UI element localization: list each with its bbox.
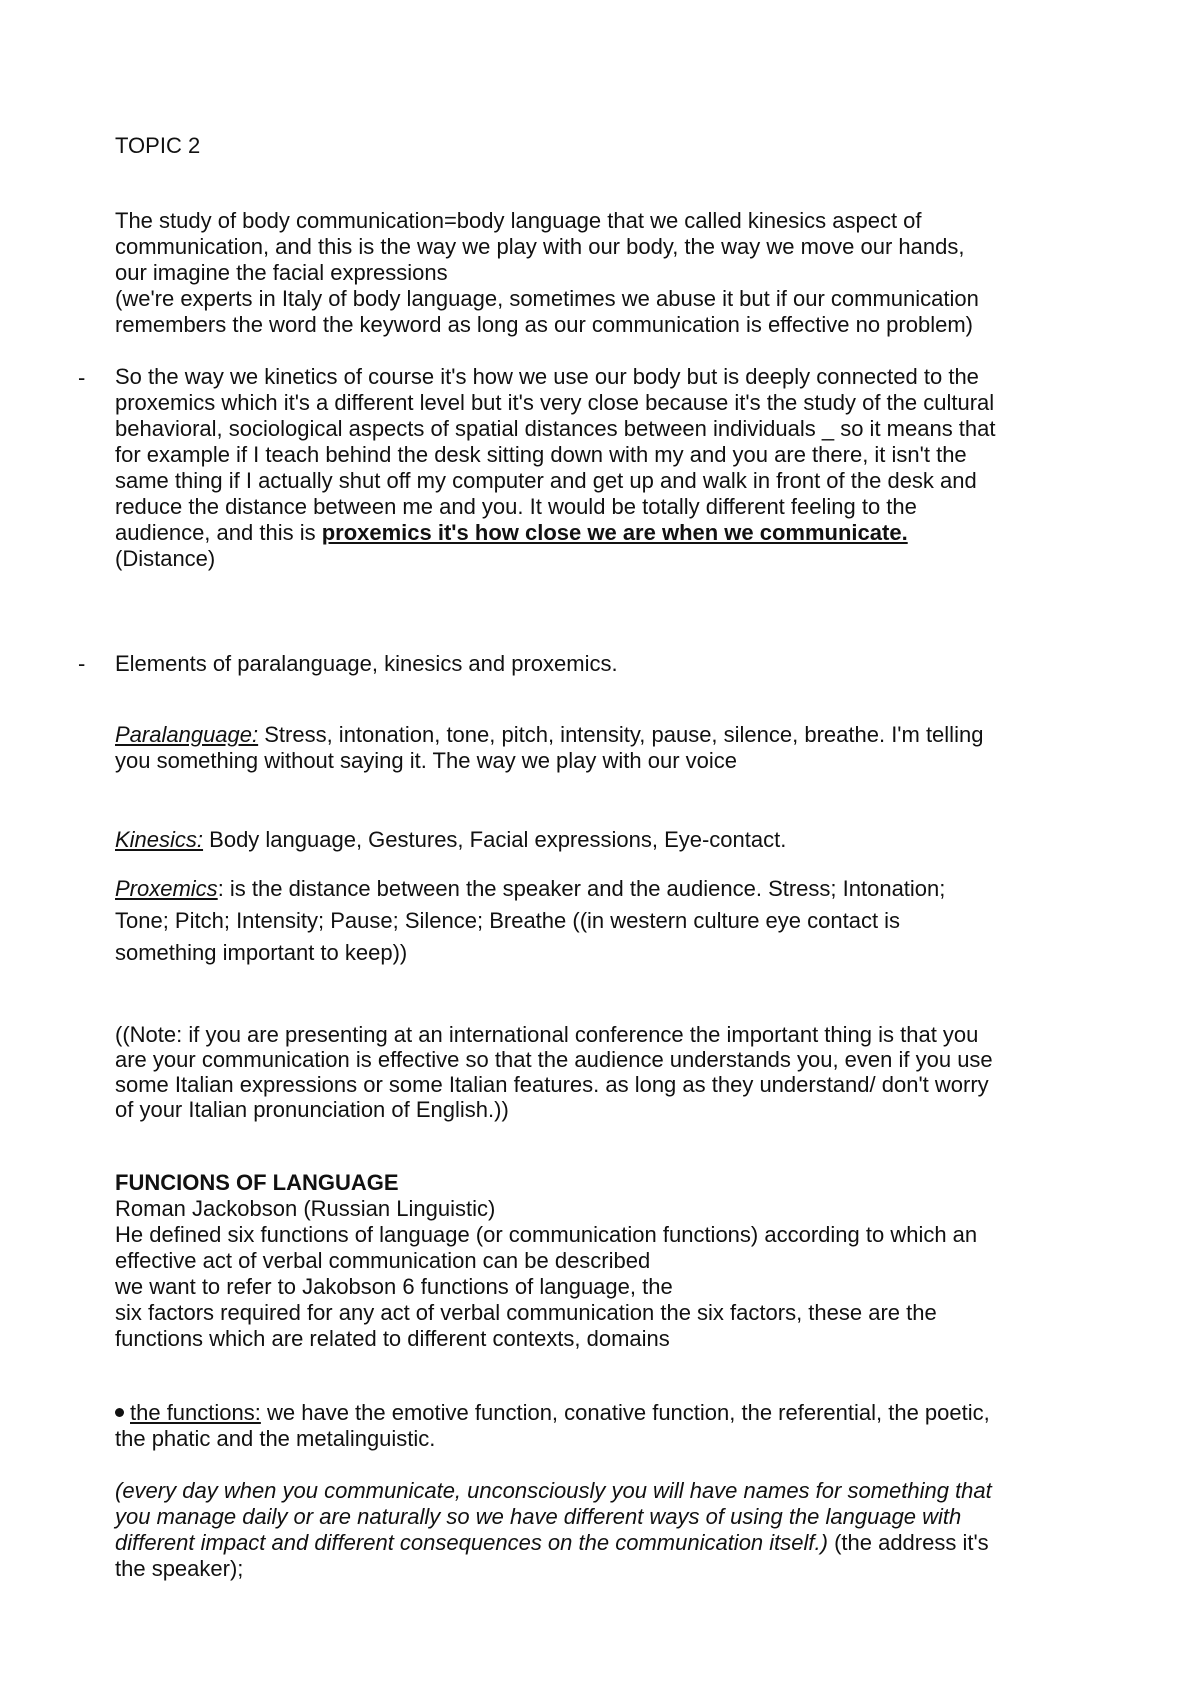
functions-list xyxy=(115,1400,1115,1452)
term-kinesics: Kinesics: xyxy=(115,827,204,852)
paragraph-line xyxy=(115,520,1115,546)
emphasized-definition: proxemics it's how close we are when we communicate. xyxy=(321,520,908,545)
proxemics-text: Tone; Pitch; Intensity; Pause; Silence; Breathe ((in western culture eye contact is xyxy=(115,908,901,933)
functions-list-text: the phatic and the metalinguistic. xyxy=(115,1426,436,1451)
dash-bullet: - xyxy=(78,365,86,390)
paralanguage-paragraph xyxy=(115,722,1115,774)
proxemics-text: : is the distance between the speaker and the audience. Stress; Intonation; xyxy=(217,876,946,901)
functions-line: Roman Jackobson (Russian Linguistic) xyxy=(115,1196,496,1221)
intro-line: The study of body communication=body language that we called kinesics aspect of xyxy=(115,208,922,233)
term-paralanguage: Paralanguage: xyxy=(115,722,259,747)
kinesics-text: Body language, Gestures, Facial expressions, Eye-contact. xyxy=(203,827,787,852)
paralanguage-text: you something without saying it. The way we play with our voice xyxy=(115,748,738,773)
closing-line: (every day when you communicate, unconsciously you will have names for something that xyxy=(115,1478,992,1503)
intro-line: our imagine the facial expressions xyxy=(115,260,448,285)
term-functions: the functions: xyxy=(130,1400,261,1425)
elements-heading: Elements of paralanguage, kinesics and proxemics. xyxy=(115,651,618,676)
functions-section xyxy=(115,1170,1115,1352)
proxemics-text: something important to keep)) xyxy=(115,940,408,965)
functions-line: we want to refer to Jakobson 6 functions of language, the xyxy=(115,1274,673,1299)
paragraph-line: for example if I teach behind the desk sitting down with my and you are there, it isn't the xyxy=(115,442,967,467)
paragraph-line: (Distance) xyxy=(115,546,216,571)
paragraph-line: proxemics which it's a different level but it's very close because it's the study of the cultural xyxy=(115,390,995,415)
paralanguage-text: Stress, intonation, tone, pitch, intensity, pause, silence, breathe. I'm telling xyxy=(258,722,984,747)
section-heading: FUNCIONS OF LANGUAGE xyxy=(115,1170,399,1195)
note-line: ((Note: if you are presenting at an international conference the important thing is that you xyxy=(115,1022,979,1047)
functions-line: effective act of verbal communication can be described xyxy=(115,1248,651,1273)
line-prefix: audience, and this is xyxy=(115,520,322,545)
proxemics-paragraph xyxy=(115,364,1115,572)
functions-list-text: we have the emotive function, conative function, the referential, the poetic, xyxy=(260,1400,990,1425)
note-line: some Italian expressions or some Italian features. as long as they understand/ don't worry xyxy=(115,1072,989,1097)
paragraph-line: behavioral, sociological aspects of spatial distances between individuals _ so it means that xyxy=(115,416,996,441)
proxemics-definition xyxy=(115,873,1115,969)
note-paragraph xyxy=(115,1022,1115,1122)
closing-paragraph xyxy=(115,1478,1115,1582)
bullet-dot-icon xyxy=(115,1408,124,1417)
intro-line: communication, and this is the way we play with our body, the way we move our hands, xyxy=(115,234,965,259)
closing-normal: (the address it's xyxy=(827,1530,989,1555)
closing-line: you manage daily or are naturally so we have different ways of using the language with xyxy=(115,1504,962,1529)
kinesics-paragraph xyxy=(115,826,1115,854)
note-line: of your Italian pronunciation of English.)) xyxy=(115,1097,509,1122)
paragraph-line: So the way we kinetics of course it's how we use our body but is deeply connected to the xyxy=(115,364,979,389)
intro-line: remembers the word the keyword as long as our communication is effective no problem) xyxy=(115,312,973,337)
functions-line: functions which are related to different contexts, domains xyxy=(115,1326,670,1351)
topic-title: TOPIC 2 xyxy=(115,133,201,158)
dash-bullet: - xyxy=(78,651,86,676)
functions-line: He defined six functions of language (or communication functions) according to which an xyxy=(115,1222,978,1247)
closing-line: the speaker); xyxy=(115,1556,244,1581)
paragraph-line: same thing if I actually shut off my computer and get up and walk in front of the desk and xyxy=(115,468,977,493)
intro-paragraph xyxy=(115,208,1115,338)
closing-italic: different impact and different consequences on the communication itself.) xyxy=(115,1530,828,1555)
intro-line: (we're experts in Italy of body language, sometimes we abuse it but if our communication xyxy=(115,286,979,311)
note-line: are your communication is effective so that the audience understands you, even if you use xyxy=(115,1047,993,1072)
term-proxemics: Proxemics xyxy=(115,876,218,901)
functions-line: six factors required for any act of verbal communication the six factors, these are the xyxy=(115,1300,937,1325)
paragraph-line: reduce the distance between me and you. It would be totally different feeling to the xyxy=(115,494,917,519)
